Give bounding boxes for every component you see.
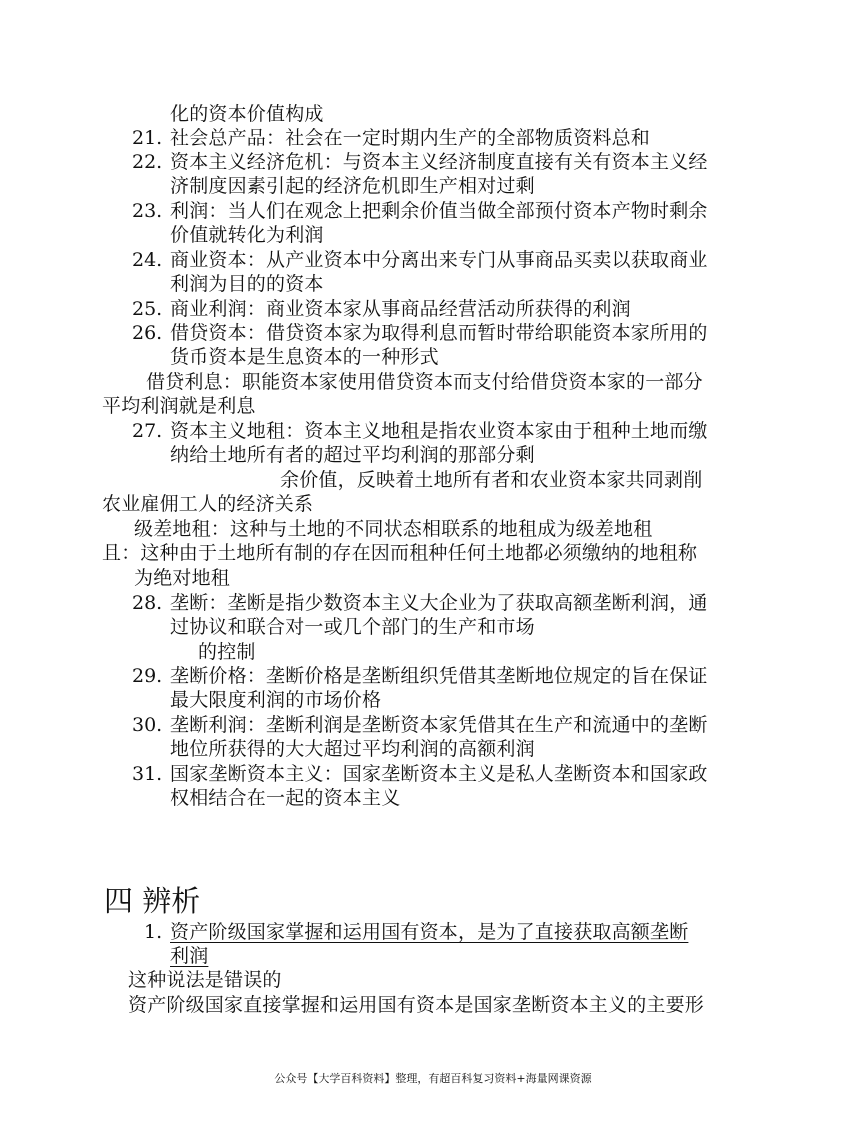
page-footer: 公众号【大学百科资料】整理，有超百科复习资料+海量网课资源 [274,1072,592,1085]
text-line: 商业资本：从产业资本中分离出来专门从事商品买卖以获取商业 [170,249,708,271]
text-line: 社会总产品：社会在一定时期内生产的全部物质资料总和 [170,127,651,149]
text-line: 最大限度利润的市场价格 [170,689,382,711]
text-line: 价值就转化为利润 [170,224,324,246]
text-line: 利润：当人们在观念上把剩余价值当做全部预付资本产物时剩余 [170,200,708,222]
item-number: 31. [132,763,163,785]
item-number: 21. [132,127,163,149]
question-number: 1. [144,921,163,943]
text-line: 国家垄断资本主义：国家垄断资本主义是私人垄断资本和国家政 [170,763,708,785]
text-line: 纳给土地所有者的超过平均利润的那部分剩 [170,444,535,466]
item-number: 23. [132,200,163,222]
item-number: 25. [132,298,163,320]
text-line: 垄断：垄断是指少数资本主义大企业为了获取高额垄断利润，通 [170,592,708,614]
text-line: 过协议和联合对一或几个部门的生产和市场 [170,616,535,638]
section-heading: 四 辨析 [104,884,201,918]
text-line: 权相结合在一起的资本主义 [170,787,401,809]
text-line: 且：这种由于土地所有制的存在因而租种任何土地都必须缴纳的地租称 [102,542,698,564]
text-line: 借贷利息：职能资本家使用借贷资本而支付给借贷资本家的一部分 [146,371,703,393]
item-number: 30. [132,714,163,736]
text-line: 化的资本价值构成 [170,103,324,125]
text-line: 济制度因素引起的经济危机即生产相对过剩 [170,175,535,197]
question-text: 资产阶级国家掌握和运用国有资本，是为了直接获取高额垄断 [170,921,689,943]
item-number: 24. [132,249,163,271]
question-text: 利润 [170,945,209,967]
text-line: 货币资本是生息资本的一种形式 [170,346,439,368]
text-line: 资本主义地租：资本主义地租是指农业资本家由于租种土地而缴 [170,420,708,442]
item-number: 27. [132,420,163,442]
text-line: 商业利润：商业资本家从事商品经营活动所获得的利润 [170,298,631,320]
item-number: 29. [132,665,163,687]
text-line: 的控制 [198,641,256,663]
text-line: 级差地租：这种与土地的不同状态相联系的地租成为级差地租 [134,518,653,540]
answer-text: 资产阶级国家直接掌握和运用国有资本是国家垄断资本主义的主要形 [128,994,705,1016]
text-line: 利润为目的的资本 [170,273,324,295]
item-number: 22. [132,151,163,173]
text-line: 地位所获得的大大超过平均利润的高额利润 [170,738,535,760]
text-line: 垄断价格：垄断价格是垄断组织凭借其垄断地位规定的旨在保证 [170,665,708,687]
text-line: 为绝对地租 [134,567,231,589]
text-line: 垄断利润：垄断利润是垄断资本家凭借其在生产和流通中的垄断 [170,714,708,736]
item-number: 26. [132,322,163,344]
text-line: 农业雇佣工人的经济关系 [102,493,314,515]
answer-text: 这种说法是错误的 [128,969,282,991]
text-line: 余价值，反映着土地所有者和农业资本家共同剥削 [280,469,703,491]
text-line: 借贷资本：借贷资本家为取得利息而暂时带给职能资本家所用的 [170,322,708,344]
text-line: 平均利润就是利息 [102,395,256,417]
item-number: 28. [132,592,163,614]
text-line: 资本主义经济危机：与资本主义经济制度直接有关有资本主义经 [170,151,708,173]
